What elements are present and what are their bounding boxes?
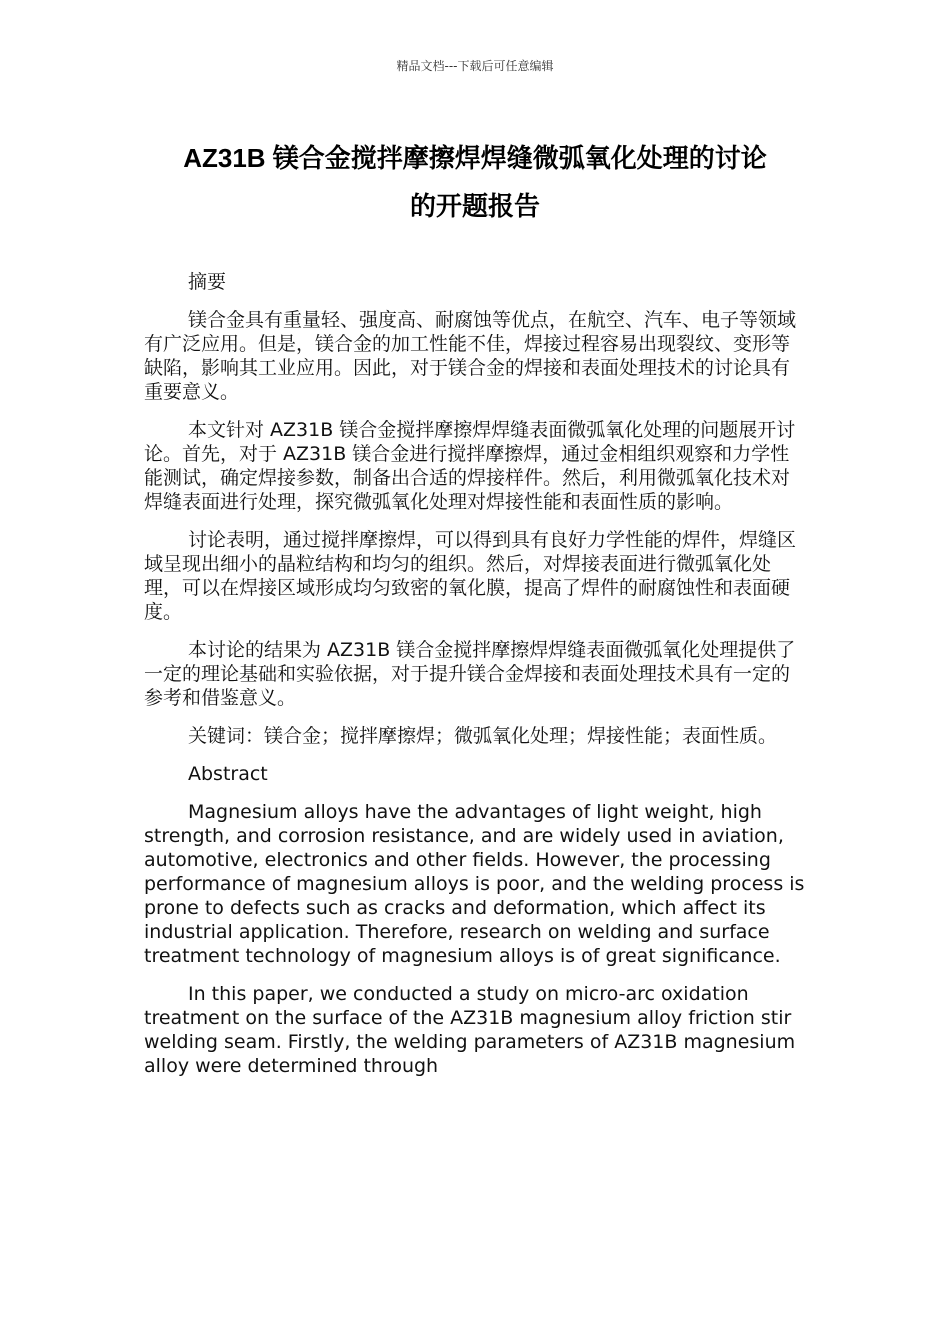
abstract-cn-paragraph: 本讨论的结果为 AZ31B 镁合金搅拌摩擦焊焊缝表面微弧氧化处理提供了一定的理论基础和实验依据，对于提升镁合金焊接和表面处理技术具有一定的参考和借鉴意义。 [144,639,796,709]
document-title [100,134,850,230]
document-body [144,270,808,1092]
abstract-en-paragraph: In this paper, we conducted a study on micro-arc oxidation treatment on the surface of the AZ31B magnesium alloy friction stir welding seam. Firstly, the welding parameters of AZ31B magnesium alloy were determined through [144,983,796,1077]
abstract-cn-heading: 摘要 [188,271,227,293]
abstract-cn-paragraph: 本文针对 AZ31B 镁合金搅拌摩擦焊焊缝表面微弧氧化处理的问题展开讨论。首先，对于 AZ31B 镁合金进行搅拌摩擦焊，通过金相组织观察和力学性能测试，确定焊接参数，制备出合适的焊接样件。然后，利用微弧氧化技术对焊缝表面进行处理，探究微弧氧化处理对焊接性能和表面性质的影响。 [144,419,796,513]
abstract-cn-paragraph: 镁合金具有重量轻、强度高、耐腐蚀等优点，在航空、汽车、电子等领域有广泛应用。但是，镁合金的加工性能不佳，焊接过程容易出现裂纹、变形等缺陷，影响其工业应用。因此，对于镁合金的焊接和表面处理技术的讨论具有重要意义。 [144,309,797,403]
document-title-line-1: AZ31B 镁合金搅拌摩擦焊焊缝微弧氧化处理的讨论 [183,143,767,173]
keywords-cn: 关键词：镁合金；搅拌摩擦焊；微弧氧化处理；焊接性能；表面性质。 [188,725,778,747]
abstract-cn-paragraph: 讨论表明，通过搅拌摩擦焊，可以得到具有良好力学性能的焊件，焊缝区域呈现出细小的晶粒结构和均匀的组织。然后，对焊接表面进行微弧氧化处理，可以在焊接区域形成均匀致密的氧化膜，提高了焊件的耐腐蚀性和表面硬度。 [144,529,797,623]
abstract-en-paragraph: Magnesium alloys have the advantages of light weight, high strength, and corrosion resistance, and are widely used in aviation, automotive, electronics and other fields. However, the processing performance of magnesium alloys is poor, and the welding process is prone to defects such as cracks and deformation, which affect its industrial application. Therefore, research on welding and surface treatment technology of magnesium alloys is of great significance. [144,801,805,967]
abstract-en-heading: Abstract [188,763,268,785]
page-header-note: 精品文档---下载后可任意编辑 [396,59,554,73]
document-title-line-2: 的开题报告 [409,191,540,221]
